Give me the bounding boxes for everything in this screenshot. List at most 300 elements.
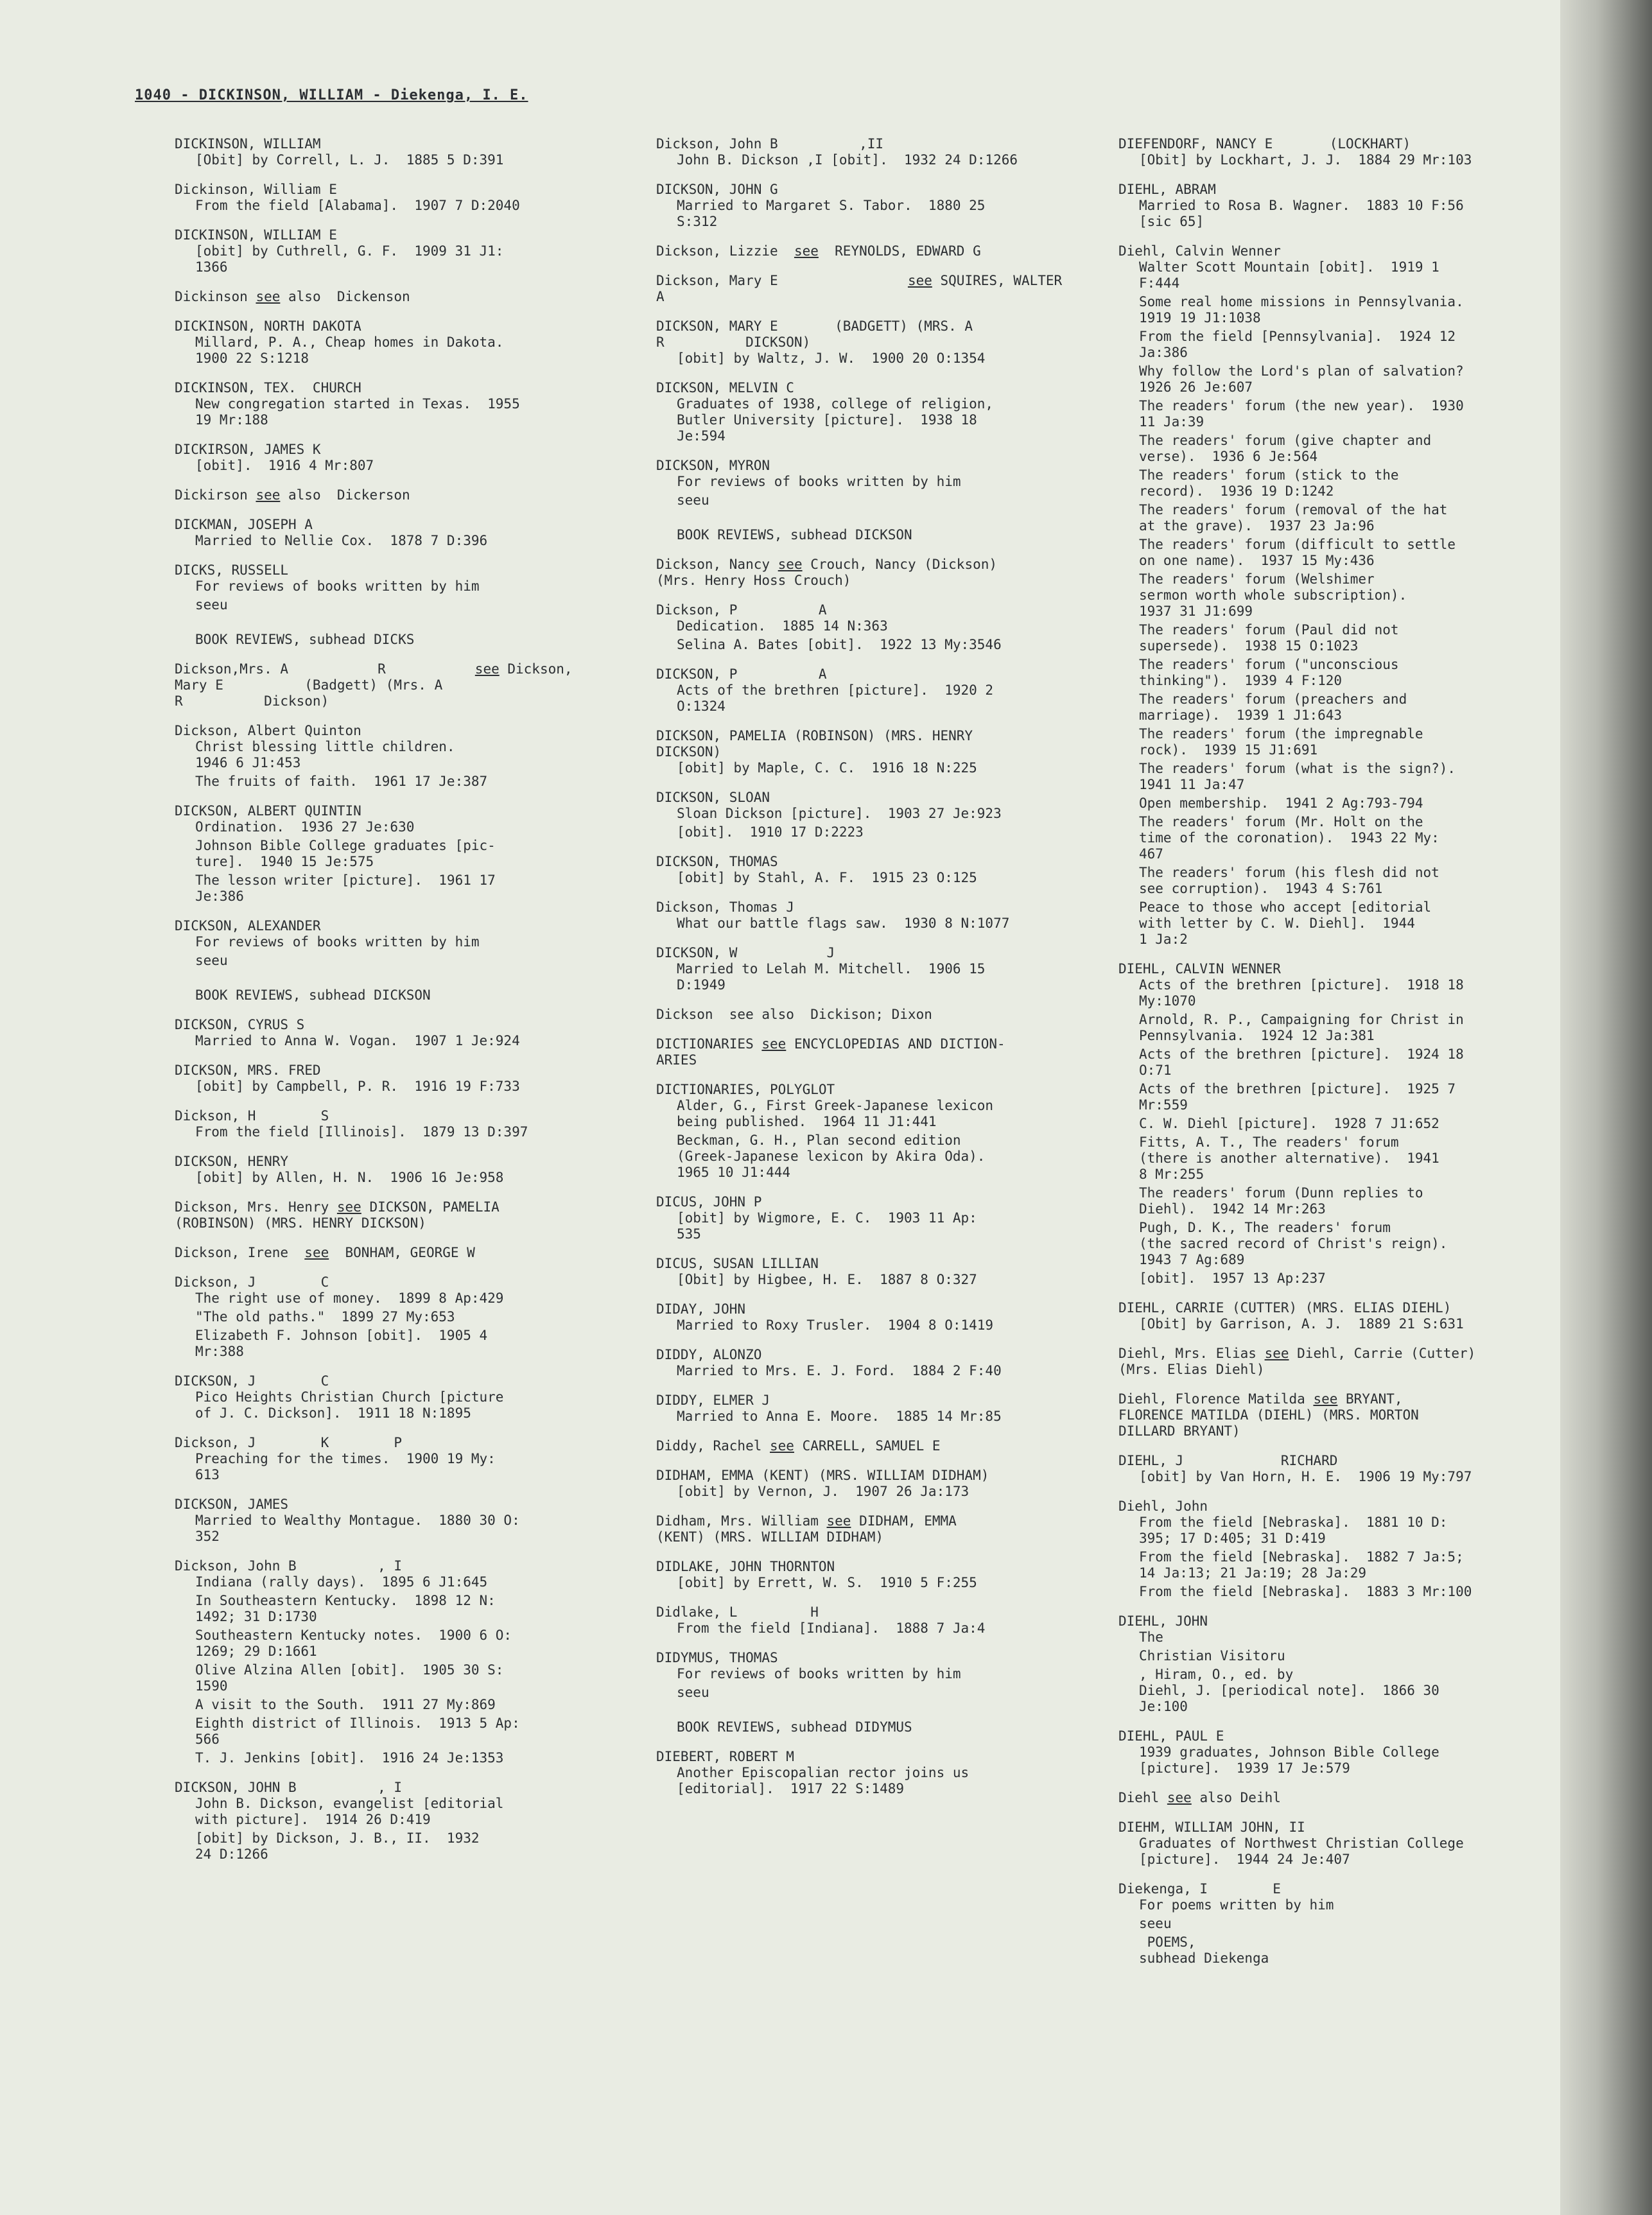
index-entry bbox=[1118, 182, 1568, 230]
text-segment: Dickson, Mary E bbox=[656, 273, 908, 288]
text-segment: Acts of the brethren [picture]. 1924 18 O:71 bbox=[1139, 1047, 1464, 1078]
entry-citation bbox=[1118, 1116, 1568, 1132]
text-segment: also Dickerson bbox=[280, 487, 410, 503]
text-segment: The readers' forum (the impregnable rock). 1939 15 J1:691 bbox=[1139, 726, 1423, 758]
text-segment: C. W. Diehl [picture]. 1928 7 J1:652 bbox=[1139, 1116, 1439, 1131]
text-segment: [obit]. 1957 13 Ap:237 bbox=[1139, 1271, 1326, 1286]
entry-citation bbox=[175, 1290, 624, 1307]
entry-heading: DIDDY, ALONZO bbox=[656, 1347, 762, 1362]
index-entry bbox=[656, 1559, 1106, 1591]
text-segment: [obit] by Allen, H. N. 1906 16 Je:958 bbox=[195, 1170, 504, 1185]
index-entry bbox=[175, 227, 624, 275]
entry-heading: DICKSON, W J bbox=[656, 945, 835, 960]
entry-citation bbox=[1118, 1134, 1568, 1183]
entry-heading: DICKINSON, NORTH DAKOTA bbox=[175, 318, 361, 334]
text-segment: Dickson, Mrs. Henry bbox=[175, 1199, 337, 1215]
text-segment: u bbox=[1276, 1648, 1285, 1663]
text-segment: Another Episcopalian rector joins us [editorial]. 1917 22 S:1489 bbox=[677, 1765, 969, 1796]
entry-citation bbox=[656, 618, 1106, 634]
text-segment: The readers' forum (Mr. Holt on the time of the coronation). 1943 22 My: 467 bbox=[1139, 814, 1439, 862]
text-segment: Diddy, Rachel bbox=[656, 1438, 770, 1454]
text-segment: From the field [Nebraska]. 1881 10 D: 395; 17 D:405; 31 D:419 bbox=[1139, 1515, 1448, 1546]
text-segment: see bbox=[195, 597, 220, 612]
see-reference: see bbox=[907, 273, 932, 288]
text-segment: From the field [Alabama]. 1907 7 D:2040 bbox=[195, 198, 520, 213]
text-segment: From the field [Nebraska]. 1883 3 Mr:100 bbox=[1139, 1584, 1472, 1599]
entry-heading: Dickson, H S bbox=[175, 1108, 329, 1124]
index-entry bbox=[656, 243, 1106, 259]
text-segment: From the field [Pennsylvania]. 1924 12 Ja:386 bbox=[1139, 329, 1456, 360]
index-entry bbox=[656, 273, 1106, 305]
entry-citation bbox=[1118, 899, 1568, 948]
entry-citation bbox=[656, 351, 1106, 367]
entry-heading: DICKSON, J C bbox=[175, 1373, 329, 1389]
entry-citation bbox=[175, 458, 624, 474]
entry-heading: DICKSON, JOHN B , I bbox=[175, 1780, 403, 1795]
text-segment: u bbox=[700, 1685, 709, 1700]
entry-heading: Didlake, L H bbox=[656, 1604, 819, 1620]
entry-heading: DICKSON, SLOAN bbox=[656, 790, 770, 805]
text-segment: Dickirson bbox=[175, 487, 256, 503]
text-segment: DIDHAM, EMMA (KENT) (MRS. WILLIAM DIDHAM) bbox=[656, 1513, 957, 1545]
text-segment: also Dickenson bbox=[280, 289, 410, 304]
entry-citation bbox=[656, 1575, 1106, 1591]
entry-heading: DICUS, JOHN P bbox=[656, 1194, 762, 1210]
index-entry bbox=[656, 945, 1106, 993]
entry-citation bbox=[656, 492, 1106, 508]
entry-heading bbox=[656, 1513, 1106, 1545]
text-segment: John B. Dickson ,I [obit]. 1932 24 D:1266 bbox=[677, 152, 1018, 168]
index-entry bbox=[1118, 1881, 1568, 1967]
entry-citation bbox=[175, 1033, 624, 1049]
entry-heading: DIEHL, ABRAM bbox=[1118, 182, 1216, 197]
entry-citation bbox=[1118, 433, 1568, 465]
index-entry bbox=[175, 1435, 624, 1483]
entry-citation bbox=[656, 760, 1106, 776]
index-entry bbox=[1118, 1346, 1568, 1378]
index-entry bbox=[656, 1749, 1106, 1797]
entry-heading: DICKSON, MRS. FRED bbox=[175, 1063, 321, 1078]
text-segment: Married to Margaret S. Tabor. 1880 25 S:312 bbox=[677, 198, 986, 229]
text-segment: , Hiram, O., ed. by Diehl, J. [periodical note]. 1866 30 Je:100 bbox=[1139, 1667, 1439, 1714]
text-segment: Graduates of 1938, college of religion, Butler University [picture]. 1938 18 Je:594 bbox=[677, 396, 994, 444]
entry-heading: Dickson, Thomas J bbox=[656, 899, 794, 915]
entry-heading: DICKSON, ALEXANDER bbox=[175, 918, 321, 934]
entry-citation bbox=[1118, 1549, 1568, 1581]
entry-heading: DIEHL, JOHN bbox=[1118, 1613, 1208, 1629]
text-segment: Pico Heights Christian Church [picture of J. C. Dickson]. 1911 18 N:1895 bbox=[195, 1389, 504, 1421]
text-segment: REYNOLDS, EDWARD G bbox=[818, 243, 981, 259]
entry-citation bbox=[656, 474, 1106, 490]
entry-heading bbox=[1118, 1346, 1568, 1378]
text-segment: Millard, P. A., Cheap homes in Dakota. 1900 22 S:1218 bbox=[195, 334, 504, 366]
text-segment: [obit] by Waltz, J. W. 1900 20 O:1354 bbox=[677, 351, 986, 366]
text-segment: [obit]. 1916 4 Mr:807 bbox=[195, 458, 374, 473]
text-segment: Southeastern Kentucky notes. 1900 6 O: 1269; 29 D:1661 bbox=[195, 1628, 512, 1659]
entry-citation bbox=[1118, 726, 1568, 758]
entry-citation bbox=[656, 198, 1106, 230]
index-entry bbox=[175, 136, 624, 168]
index-entry bbox=[175, 517, 624, 549]
text-segment: Diehl bbox=[1118, 1790, 1167, 1805]
index-entry bbox=[656, 899, 1106, 932]
text-segment: Crouch, Nancy (Dickson) (Mrs. Henry Hoss Crouch) bbox=[656, 557, 998, 588]
text-segment: [obit] by Van Horn, H. E. 1906 19 My:797 bbox=[1139, 1469, 1472, 1484]
text-segment: New congregation started in Texas. 1955 19 Mr:188 bbox=[195, 396, 520, 428]
entry-heading: Dickson, John B ,II bbox=[656, 136, 884, 152]
text-segment: The readers' forum (Dunn replies to Diehl). 1942 14 Mr:263 bbox=[1139, 1185, 1423, 1217]
entry-citation bbox=[656, 806, 1106, 822]
text-segment: Dickson, Lizzie bbox=[656, 243, 794, 259]
index-entry bbox=[175, 661, 624, 709]
index-entry bbox=[656, 557, 1106, 589]
entry-citation bbox=[656, 1685, 1106, 1701]
entry-citation bbox=[1118, 657, 1568, 689]
text-segment: u bbox=[219, 953, 228, 968]
entry-citation bbox=[656, 1703, 1106, 1735]
entry-heading: DICKINSON, WILLIAM bbox=[175, 136, 321, 152]
entry-citation bbox=[656, 1363, 1106, 1379]
see-reference: see bbox=[826, 1513, 851, 1529]
entry-heading: DICKSON, PAMELIA (ROBINSON) (MRS. HENRY DICKSON) bbox=[656, 728, 973, 760]
text-segment: The readers' forum (Paul did not supersede). 1938 15 O:1023 bbox=[1139, 622, 1399, 654]
index-entry bbox=[1118, 136, 1568, 168]
text-segment: Ordination. 1936 27 Je:630 bbox=[195, 819, 415, 835]
text-segment: Some real home missions in Pennsylvania. 1919 19 J1:1038 bbox=[1139, 294, 1464, 326]
text-segment: Married to Rosa B. Wagner. 1883 10 F:56 [sic 65] bbox=[1139, 198, 1464, 229]
text-segment: The readers' forum (preachers and marriage). 1939 1 J1:643 bbox=[1139, 691, 1407, 723]
text-segment: The bbox=[1139, 1629, 1172, 1645]
entry-citation bbox=[1118, 1220, 1568, 1268]
entry-citation bbox=[175, 1389, 624, 1421]
index-entry bbox=[1118, 1728, 1568, 1776]
text-segment: 1939 graduates, Johnson Bible College [picture]. 1939 17 Je:579 bbox=[1139, 1744, 1439, 1776]
index-entry bbox=[175, 1245, 624, 1261]
text-segment: [obit] by Dickson, J. B., II. 1932 24 D:1266 bbox=[195, 1830, 480, 1862]
text-segment: Acts of the brethren [picture]. 1920 2 O:1324 bbox=[677, 682, 994, 714]
entry-heading: Dickson see also Dickison; Dixon bbox=[656, 1007, 932, 1022]
entry-heading: DICKIRSON, JAMES K bbox=[175, 442, 321, 457]
entry-heading: Dickinson, William E bbox=[175, 182, 337, 197]
text-segment: Elizabeth F. Johnson [obit]. 1905 4 Mr:388 bbox=[195, 1328, 488, 1359]
entry-citation bbox=[175, 838, 624, 870]
entry-citation bbox=[175, 198, 624, 214]
entry-citation bbox=[1118, 1185, 1568, 1217]
entry-citation bbox=[656, 916, 1106, 932]
entry-citation bbox=[1118, 571, 1568, 620]
entry-citation bbox=[1118, 1744, 1568, 1776]
text-segment: Acts of the brethren [picture]. 1925 7 Mr:559 bbox=[1139, 1081, 1456, 1113]
text-segment: Eighth district of Illinois. 1913 5 Ap: 566 bbox=[195, 1716, 520, 1747]
entry-citation bbox=[175, 578, 624, 595]
entry-heading: DIDDY, ELMER J bbox=[656, 1393, 770, 1408]
entry-citation bbox=[175, 1750, 624, 1766]
entry-heading: Diehl, Calvin Wenner bbox=[1118, 243, 1281, 259]
column-3 bbox=[1118, 136, 1568, 1980]
text-segment: T. J. Jenkins [obit]. 1916 24 Je:1353 bbox=[195, 1750, 504, 1766]
entry-citation bbox=[656, 1765, 1106, 1797]
entry-heading: DIDAY, JOHN bbox=[656, 1301, 746, 1317]
index-entry bbox=[175, 1558, 624, 1766]
entry-heading bbox=[656, 1036, 1106, 1068]
entry-citation bbox=[1118, 198, 1568, 230]
text-segment: [Obit] by Garrison, A. J. 1889 21 S:631 bbox=[1139, 1316, 1464, 1332]
index-entry bbox=[656, 1438, 1106, 1454]
text-segment: For reviews of books written by him bbox=[677, 1666, 969, 1681]
index-entry bbox=[1118, 1820, 1568, 1868]
text-segment: Indiana (rally days). 1895 6 J1:645 bbox=[195, 1574, 488, 1590]
entry-heading bbox=[175, 289, 624, 305]
entry-citation bbox=[175, 1796, 624, 1828]
entry-heading: Dickson, John B , I bbox=[175, 1558, 403, 1574]
entry-heading: DIEHL, CARRIE (CUTTER) (MRS. ELIAS DIEHL) bbox=[1118, 1300, 1452, 1316]
text-segment: Walter Scott Mountain [obit]. 1919 1 F:444 bbox=[1139, 259, 1439, 291]
index-entry bbox=[656, 666, 1106, 715]
entry-citation bbox=[1118, 1584, 1568, 1600]
entry-citation bbox=[1118, 329, 1568, 361]
entry-heading: DICKMAN, JOSEPH A bbox=[175, 517, 313, 532]
text-segment: Pugh, D. K., The readers' forum (the sacred record of Christ's reign). 1943 7 Ag:689 bbox=[1139, 1220, 1448, 1267]
text-segment: Dickson, Mary E (Badgett) (Mrs. A R Dickson) bbox=[175, 661, 573, 709]
entry-heading bbox=[656, 243, 1106, 259]
entry-citation bbox=[1118, 977, 1568, 1009]
text-segment: The readers' forum (his flesh did not see corruption). 1943 4 S:761 bbox=[1139, 865, 1439, 896]
entry-citation bbox=[1118, 1316, 1568, 1332]
text-segment: The readers' forum (the new year). 1930 11 Ja:39 bbox=[1139, 398, 1464, 430]
text-segment: see bbox=[195, 953, 220, 968]
index-entry bbox=[175, 1017, 624, 1049]
entry-citation bbox=[1118, 363, 1568, 395]
entry-citation bbox=[175, 819, 624, 835]
index-entry bbox=[656, 1007, 1106, 1023]
text-segment: u bbox=[219, 597, 228, 612]
index-entry bbox=[656, 1347, 1106, 1379]
entry-citation bbox=[1118, 1012, 1568, 1044]
text-segment: Preaching for the times. 1900 19 My: 613 bbox=[195, 1451, 496, 1482]
entry-citation bbox=[1118, 1081, 1568, 1113]
index-entry bbox=[656, 1301, 1106, 1333]
page-edge-shadow bbox=[1560, 0, 1652, 2215]
text-segment: CARRELL, SAMUEL E bbox=[794, 1438, 941, 1454]
index-entry bbox=[175, 562, 624, 648]
index-entry bbox=[1118, 1790, 1568, 1806]
index-entry bbox=[175, 318, 624, 367]
entry-citation bbox=[1118, 1515, 1568, 1547]
entry-citation bbox=[1118, 259, 1568, 291]
text-segment: "The old paths." 1899 27 My:653 bbox=[195, 1309, 455, 1325]
entry-citation bbox=[175, 152, 624, 168]
see-reference: see bbox=[256, 289, 281, 304]
text-segment: Married to Nellie Cox. 1878 7 D:396 bbox=[195, 533, 488, 548]
text-segment: see bbox=[1139, 1916, 1163, 1931]
entry-citation bbox=[656, 1317, 1106, 1333]
see-reference: see bbox=[794, 243, 819, 259]
entry-citation bbox=[1118, 691, 1568, 724]
entry-citation bbox=[1118, 1629, 1568, 1646]
index-entry bbox=[656, 854, 1106, 886]
entry-heading: DICKSON, HENRY bbox=[175, 1154, 289, 1169]
text-segment: Diehl, Mrs. Elias bbox=[1118, 1346, 1265, 1361]
entry-heading bbox=[175, 1199, 624, 1231]
text-segment: Why follow the Lord's plan of salvation? 1926 26 Je:607 bbox=[1139, 363, 1464, 395]
entry-heading: DICKSON, THOMAS bbox=[656, 854, 778, 869]
entry-citation bbox=[1118, 1916, 1568, 1932]
entry-citation bbox=[175, 1170, 624, 1186]
text-segment: Peace to those who accept [editorial with letter by C. W. Diehl]. 1944 1 Ja:2 bbox=[1139, 899, 1432, 947]
entry-citation bbox=[1118, 795, 1568, 812]
entry-citation bbox=[1118, 1271, 1568, 1287]
entry-citation bbox=[656, 1272, 1106, 1288]
index-entry bbox=[656, 1650, 1106, 1735]
entry-heading: DIEFENDORF, NANCY E (LOCKHART) bbox=[1118, 136, 1411, 152]
text-segment: Married to Anna W. Vogan. 1907 1 Je:924 bbox=[195, 1033, 520, 1048]
entry-citation bbox=[175, 1662, 624, 1694]
text-segment: Married to Lelah M. Mitchell. 1906 15 D:1949 bbox=[677, 961, 986, 993]
see-reference: see bbox=[1167, 1790, 1192, 1805]
entry-citation bbox=[656, 1484, 1106, 1500]
text-segment: The readers' forum (difficult to settle on one name). 1937 15 My:436 bbox=[1139, 537, 1456, 568]
entry-citation bbox=[1118, 1047, 1568, 1079]
index-entry bbox=[175, 380, 624, 428]
text-segment: [Obit] by Higbee, H. E. 1887 8 O:327 bbox=[677, 1272, 977, 1287]
index-entry bbox=[656, 1194, 1106, 1242]
see-reference: see bbox=[761, 1036, 787, 1052]
entry-citation bbox=[656, 1666, 1106, 1682]
text-segment: Sloan Dickson [picture]. 1903 27 Je:923 bbox=[677, 806, 1002, 821]
entry-heading: DICKSON, JOHN G bbox=[656, 182, 778, 197]
entry-citation bbox=[175, 243, 624, 275]
text-segment: BOOK REVIEWS, subhead DICKSON bbox=[195, 987, 431, 1003]
text-segment: For poems written by him bbox=[1139, 1897, 1343, 1913]
entry-heading bbox=[175, 661, 624, 709]
entry-heading: DIDHAM, EMMA (KENT) (MRS. WILLIAM DIDHAM) bbox=[656, 1468, 989, 1483]
entry-heading: DICTIONARIES, POLYGLOT bbox=[656, 1082, 835, 1097]
text-segment: BOOK REVIEWS, subhead DIDYMUS bbox=[677, 1719, 912, 1735]
entry-citation bbox=[175, 1124, 624, 1140]
entry-citation bbox=[175, 597, 624, 613]
entry-heading: Diekenga, I E bbox=[1118, 1881, 1281, 1897]
entry-citation bbox=[656, 961, 1106, 993]
text-segment: The readers' forum (stick to the record). 1936 19 D:1242 bbox=[1139, 467, 1399, 499]
text-segment: Graduates of Northwest Christian College [picture]. 1944 24 Je:407 bbox=[1139, 1836, 1464, 1867]
entry-citation bbox=[1118, 1667, 1568, 1715]
index-entry bbox=[1118, 961, 1568, 1287]
text-segment: Arnold, R. P., Campaigning for Christ in Pennsylvania. 1924 12 Ja:381 bbox=[1139, 1012, 1464, 1043]
index-entry bbox=[1118, 1498, 1568, 1600]
entry-heading bbox=[656, 273, 1106, 305]
entry-heading: Diehl, John bbox=[1118, 1498, 1208, 1514]
entry-citation bbox=[656, 870, 1106, 886]
text-segment: A visit to the South. 1911 27 My:869 bbox=[195, 1697, 496, 1712]
entry-citation bbox=[1118, 398, 1568, 430]
text-segment: Dickson, Nancy bbox=[656, 557, 778, 572]
see-reference: see bbox=[770, 1438, 794, 1454]
text-segment: The right use of money. 1899 8 Ap:429 bbox=[195, 1290, 504, 1306]
text-segment: POEMS, subhead Diekenga bbox=[1139, 1934, 1269, 1966]
entry-citation bbox=[656, 152, 1106, 168]
entry-citation bbox=[1118, 865, 1568, 897]
entry-citation bbox=[1118, 1648, 1568, 1664]
text-segment: Married to Roxy Trusler. 1904 8 O:1419 bbox=[677, 1317, 994, 1333]
text-segment: Olive Alzina Allen [obit]. 1905 30 S: 1590 bbox=[195, 1662, 504, 1694]
text-segment: u bbox=[1163, 1916, 1172, 1931]
entry-heading: DIEHM, WILLIAM JOHN, II bbox=[1118, 1820, 1305, 1835]
index-entry bbox=[175, 182, 624, 214]
text-segment: Married to Mrs. E. J. Ford. 1884 2 F:40 bbox=[677, 1363, 1002, 1378]
entry-citation bbox=[175, 1697, 624, 1713]
index-entry bbox=[175, 1063, 624, 1095]
index-entry bbox=[656, 1604, 1106, 1637]
text-segment: The lesson writer [picture]. 1961 17 Je:386 bbox=[195, 873, 496, 904]
entry-heading: Dickson, P A bbox=[656, 602, 827, 618]
text-segment: [obit] by Vernon, J. 1907 26 Ja:173 bbox=[677, 1484, 969, 1499]
index-entry bbox=[656, 728, 1106, 776]
entry-citation bbox=[175, 1328, 624, 1360]
text-segment: Dickinson bbox=[175, 289, 256, 304]
entry-heading: DICKSON, JAMES bbox=[175, 1497, 289, 1512]
index-entry bbox=[656, 1513, 1106, 1545]
page-header: 1040 - DICKINSON, WILLIAM - Diekenga, I. E. bbox=[135, 87, 528, 103]
text-segment: BRYANT, FLORENCE MATILDA (DIEHL) (MRS. MORTON DILLARD BRYANT) bbox=[1118, 1391, 1419, 1439]
text-segment: [obit]. 1910 17 D:2223 bbox=[677, 824, 864, 840]
entry-citation bbox=[175, 334, 624, 367]
entry-citation bbox=[1118, 467, 1568, 499]
entry-citation bbox=[1118, 622, 1568, 654]
column-2 bbox=[656, 136, 1106, 1811]
index-entry bbox=[1118, 1391, 1568, 1439]
entry-heading bbox=[175, 487, 624, 503]
entry-heading: DICKINSON, WILLIAM E bbox=[175, 227, 337, 243]
entry-citation bbox=[1118, 1897, 1568, 1913]
index-entry bbox=[656, 318, 1106, 367]
index-entry bbox=[175, 723, 624, 790]
entry-citation bbox=[1118, 294, 1568, 326]
text-segment: The readers' forum ("unconscious thinking"). 1939 4 F:120 bbox=[1139, 657, 1399, 688]
index-entry bbox=[656, 182, 1106, 230]
entry-heading: DIEHL, PAUL E bbox=[1118, 1728, 1224, 1744]
index-entry bbox=[175, 803, 624, 905]
entry-heading: DIDYMUS, THOMAS bbox=[656, 1650, 778, 1665]
entry-citation bbox=[175, 953, 624, 969]
entry-heading: Dickson, Albert Quinton bbox=[175, 723, 361, 738]
text-segment: In Southeastern Kentucky. 1898 12 N: 1492; 31 D:1730 bbox=[195, 1593, 496, 1624]
text-segment: From the field [Indiana]. 1888 7 Ja:4 bbox=[677, 1620, 986, 1636]
text-segment: [obit] by Errett, W. S. 1910 5 F:255 bbox=[677, 1575, 977, 1590]
entry-citation bbox=[175, 396, 624, 428]
entry-citation bbox=[175, 1593, 624, 1625]
index-entry bbox=[656, 380, 1106, 444]
text-segment: For reviews of books written by him bbox=[195, 578, 488, 594]
text-segment: Beckman, G. H., Plan second edition (Greek-Japanese lexicon by Akira Oda). 1965 10 J1:444 bbox=[677, 1133, 986, 1180]
text-segment: [Obit] by Lockhart, J. J. 1884 29 Mr:103 bbox=[1139, 152, 1472, 168]
text-segment: For reviews of books written by him bbox=[677, 474, 969, 489]
text-segment: see bbox=[677, 1685, 701, 1700]
entry-heading bbox=[1118, 1790, 1568, 1806]
index-entry bbox=[175, 487, 624, 503]
text-segment: [obit] by Campbell, P. R. 1916 19 F:733 bbox=[195, 1079, 520, 1094]
entry-heading: DICKSON, CYRUS S bbox=[175, 1017, 305, 1032]
text-segment: Dedication. 1885 14 N:363 bbox=[677, 618, 888, 634]
entry-citation bbox=[175, 1451, 624, 1483]
text-segment: [obit] by Maple, C. C. 1916 18 N:225 bbox=[677, 760, 977, 776]
index-entry bbox=[656, 136, 1106, 168]
text-segment: Selina A. Bates [obit]. 1922 13 My:3546 bbox=[677, 637, 1002, 652]
index-entry bbox=[656, 1468, 1106, 1500]
index-entry bbox=[175, 1497, 624, 1545]
text-segment: Diehl, Carrie (Cutter) (Mrs. Elias Diehl) bbox=[1118, 1346, 1476, 1377]
index-entry bbox=[656, 1036, 1106, 1068]
text-segment: DICKSON, PAMELIA (ROBINSON) (MRS. HENRY DICKSON) bbox=[175, 1199, 500, 1231]
